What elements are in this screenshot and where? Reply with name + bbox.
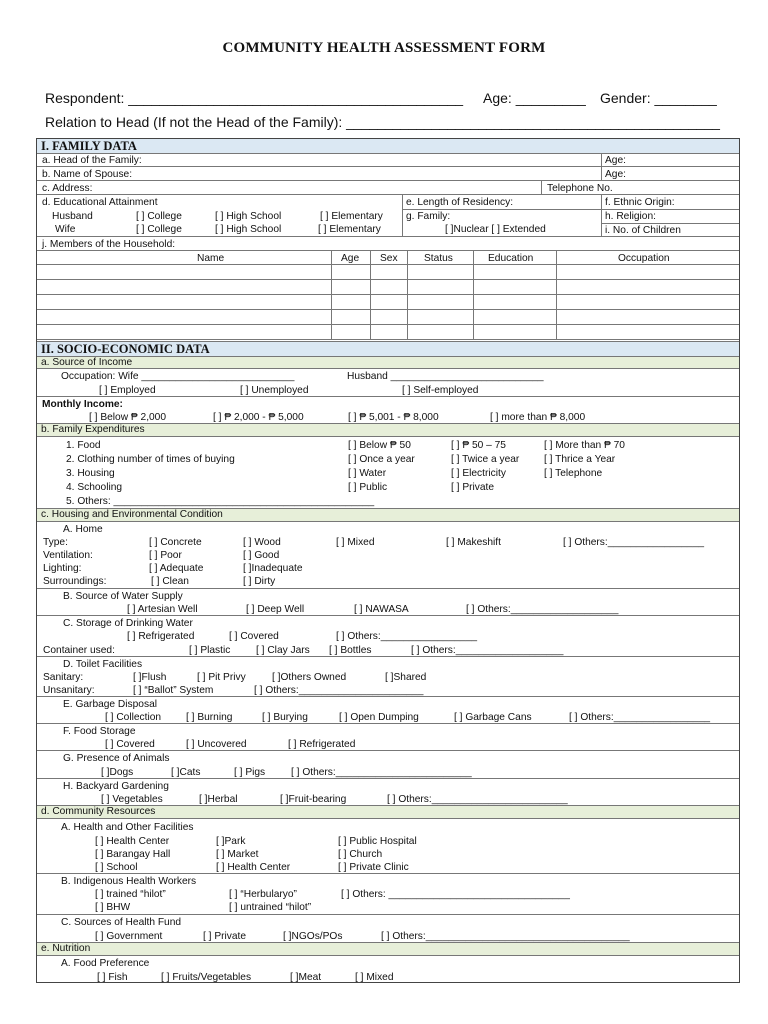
- form-title: COMMUNITY HEALTH ASSESSMENT FORM: [222, 40, 546, 56]
- monthly-income-block: [37, 397, 739, 424]
- type-label: Type:: [43, 537, 68, 548]
- pref-fish-checkbox[interactable]: [ ] Fish: [97, 972, 128, 983]
- income-5001-8000-checkbox[interactable]: [ ] ₱ 5,001 - ₱ 8,000: [348, 412, 439, 423]
- schooling-public-checkbox[interactable]: [ ] Public: [348, 482, 388, 493]
- expenditures-block: [37, 437, 739, 509]
- facility-market-checkbox[interactable]: [ ] Market: [216, 849, 259, 860]
- sanitary-shared-checkbox[interactable]: [ ]Shared: [385, 672, 427, 683]
- clothing-once-checkbox[interactable]: [ ] Once a year: [348, 454, 415, 465]
- facility-public-hospital-checkbox[interactable]: [ ] Public Hospital: [338, 836, 417, 847]
- table-row[interactable]: [37, 280, 739, 295]
- housing-water-checkbox[interactable]: [ ] Water: [348, 468, 387, 479]
- container-bottles-checkbox[interactable]: [ ] Bottles: [329, 645, 372, 656]
- education-label: d. Educational Attainment: [42, 197, 158, 208]
- religion-label[interactable]: h. Religion:: [605, 211, 656, 222]
- facilities-block: [37, 819, 739, 874]
- family-data-title: I. FAMILY DATA: [41, 139, 137, 153]
- divider: [601, 154, 602, 181]
- employed-checkbox[interactable]: [ ] Employed: [99, 385, 156, 396]
- lighting-adequate-checkbox[interactable]: [ ] Adequate: [149, 563, 204, 574]
- family-nuclear-extended-checkbox[interactable]: [ ]Nuclear [ ] Extended: [445, 224, 546, 235]
- container-others-field[interactable]: [ ] Others:___________________: [411, 645, 564, 656]
- garbage-burying-checkbox[interactable]: [ ] Burying: [262, 712, 308, 723]
- garbage-block: [37, 697, 739, 724]
- divider: [473, 251, 474, 340]
- home-block: [37, 522, 739, 589]
- head-row: [37, 154, 739, 167]
- facility-health-center-2-checkbox[interactable]: [ ] Health Center: [216, 862, 291, 873]
- water-artesian-checkbox[interactable]: [ ] Artesian Well: [127, 604, 198, 615]
- telephone-label[interactable]: Telephone No.: [547, 183, 613, 194]
- income-2000-5000-checkbox[interactable]: [ ] ₱ 2,000 - ₱ 5,000: [213, 412, 304, 423]
- relation-field[interactable]: Relation to Head (If not the Head of the Family): ________________________________________________: [45, 114, 720, 130]
- pref-meat-checkbox[interactable]: [ ]Meat: [290, 972, 322, 983]
- water-block: [37, 589, 739, 616]
- spouse-age-label[interactable]: Age:: [605, 169, 626, 180]
- table-row[interactable]: [37, 265, 739, 280]
- divider: [556, 251, 557, 340]
- food-below-50-checkbox[interactable]: [ ] Below ₱ 50: [348, 440, 411, 451]
- type-wood-checkbox[interactable]: [ ] Wood: [243, 537, 281, 548]
- unsanitary-others-field[interactable]: [ ] Others:______________________: [254, 685, 424, 696]
- food-covered-checkbox[interactable]: [ ] Covered: [105, 739, 155, 750]
- water-supply-label: B. Source of Water Supply: [63, 591, 183, 602]
- gender-field[interactable]: Gender: ________: [600, 90, 717, 106]
- container-label: Container used:: [43, 645, 115, 656]
- members-label: j. Members of the Household:: [42, 239, 176, 250]
- garden-vegetables-checkbox[interactable]: [ ] Vegetables: [101, 794, 163, 805]
- animals-label: G. Presence of Animals: [63, 753, 170, 764]
- water-others-field[interactable]: [ ] Others:___________________: [466, 604, 619, 615]
- type-concrete-checkbox[interactable]: [ ] Concrete: [149, 537, 202, 548]
- facility-health-center-checkbox[interactable]: [ ] Health Center: [95, 836, 170, 847]
- health-workers-label: B. Indigenous Health Workers: [61, 876, 197, 887]
- income-more-8000-checkbox[interactable]: [ ] more than ₱ 8,000: [490, 412, 586, 423]
- garbage-label: E. Garbage Disposal: [63, 699, 158, 710]
- unsanitary-label: Unsanitary:: [43, 685, 95, 696]
- occupation-husband-field[interactable]: Husband ___________________________: [347, 371, 544, 382]
- animals-block: [37, 751, 739, 779]
- worker-herbularyo-checkbox[interactable]: [ ] “Herbularyo”: [229, 889, 297, 900]
- food-refrigerated-checkbox[interactable]: [ ] Refrigerated: [288, 739, 356, 750]
- income-block: [37, 369, 739, 397]
- unsanitary-ballot-checkbox[interactable]: [ ] “Ballot” System: [133, 685, 214, 696]
- ethnic-label[interactable]: f. Ethnic Origin:: [605, 197, 675, 208]
- facility-park-checkbox[interactable]: [ ]Park: [216, 836, 246, 847]
- head-of-family-label[interactable]: a. Head of the Family:: [42, 155, 142, 166]
- clothing-label: 2. Clothing number of times of buying: [66, 454, 235, 465]
- spouse-label[interactable]: b. Name of Spouse:: [42, 169, 133, 180]
- address-row: [37, 181, 739, 195]
- facility-school-checkbox[interactable]: [ ] School: [95, 862, 138, 873]
- worker-others-field[interactable]: [ ] Others: ________________________________: [341, 889, 570, 900]
- worker-trained-hilot-checkbox[interactable]: [ ] trained “hilot”: [95, 889, 166, 900]
- col-occupation: Occupation: [618, 253, 670, 264]
- food-label: 1. Food: [66, 440, 101, 451]
- pref-fruits-vegetables-checkbox[interactable]: [ ] Fruits/Vegetables: [161, 972, 252, 983]
- children-label[interactable]: i. No. of Children: [605, 225, 681, 236]
- worker-bhw-checkbox[interactable]: [ ] BHW: [95, 902, 131, 913]
- husband-highschool-checkbox[interactable]: [ ] High School: [215, 211, 282, 222]
- garbage-dumping-checkbox[interactable]: [ ] Open Dumping: [339, 712, 419, 723]
- facilities-label: A. Health and Other Facilities: [61, 822, 194, 833]
- expenditures-title: b. Family Expenditures: [41, 424, 145, 435]
- sanitary-label: Sanitary:: [43, 672, 84, 683]
- husband-college-checkbox[interactable]: [ ] College: [136, 211, 182, 222]
- water-storage-label: C. Storage of Drinking Water: [63, 618, 193, 629]
- wife-elementary-checkbox[interactable]: [ ] Elementary: [318, 224, 381, 235]
- husband-elementary-checkbox[interactable]: [ ] Elementary: [320, 211, 383, 222]
- animals-dogs-checkbox[interactable]: [ ]Dogs: [101, 767, 134, 778]
- fund-private-checkbox[interactable]: [ ] Private: [203, 931, 247, 942]
- facility-barangay-hall-checkbox[interactable]: [ ] Barangay Hall: [95, 849, 171, 860]
- food-more-70-checkbox[interactable]: [ ] More than ₱ 70: [544, 440, 625, 451]
- divider: [370, 251, 371, 340]
- expenditures-subheader: [37, 424, 739, 437]
- fund-government-checkbox[interactable]: [ ] Government: [95, 931, 163, 942]
- wife-highschool-checkbox[interactable]: [ ] High School: [215, 224, 282, 235]
- water-nawasa-checkbox[interactable]: [ ] NAWASA: [354, 604, 409, 615]
- type-others-field[interactable]: [ ] Others:_________________: [563, 537, 705, 548]
- toilet-label: D. Toilet Facilities: [63, 659, 143, 670]
- home-label: A. Home: [63, 524, 103, 535]
- type-makeshift-checkbox[interactable]: [ ] Makeshift: [446, 537, 501, 548]
- table-row[interactable]: [37, 325, 739, 340]
- storage-block: [37, 616, 739, 657]
- nutrition-subheader: [37, 943, 739, 956]
- col-name: Name: [197, 253, 225, 264]
- storage-covered-checkbox[interactable]: [ ] Covered: [229, 631, 279, 642]
- garden-others-field[interactable]: [ ] Others:________________________: [387, 794, 568, 805]
- schooling-label: 4. Schooling: [66, 482, 123, 493]
- col-age: Age: [341, 253, 360, 264]
- gardening-label: H. Backyard Gardening: [63, 781, 169, 792]
- pref-mixed-checkbox[interactable]: [ ] Mixed: [355, 972, 394, 983]
- divider: [402, 195, 403, 237]
- animals-others-field[interactable]: [ ] Others:________________________: [291, 767, 472, 778]
- others-expenditure-field[interactable]: 5. Others: ______________________________________________: [66, 496, 375, 507]
- surroundings-dirty-checkbox[interactable]: [ ] Dirty: [243, 576, 276, 587]
- ventilation-label: Ventilation:: [43, 550, 93, 561]
- divider: [601, 195, 602, 237]
- surroundings-label: Surroundings:: [43, 576, 107, 587]
- unemployed-checkbox[interactable]: [ ] Unemployed: [240, 385, 309, 396]
- worker-untrained-hilot-checkbox[interactable]: [ ] untrained “hilot”: [229, 902, 312, 913]
- facility-private-clinic-checkbox[interactable]: [ ] Private Clinic: [338, 862, 409, 873]
- food-uncovered-checkbox[interactable]: [ ] Uncovered: [186, 739, 247, 750]
- sanitary-flush-checkbox[interactable]: [ ]Flush: [133, 672, 167, 683]
- income-subheader: [37, 357, 739, 369]
- lighting-label: Lighting:: [43, 563, 82, 574]
- housing-label: 3. Housing: [66, 468, 115, 479]
- age-field[interactable]: Age: _________: [483, 90, 586, 106]
- lighting-inadequate-checkbox[interactable]: [ ]Inadequate: [243, 563, 303, 574]
- fund-ngos-checkbox[interactable]: [ ]NGOs/POs: [283, 931, 343, 942]
- type-mixed-checkbox[interactable]: [ ] Mixed: [336, 537, 375, 548]
- facility-church-checkbox[interactable]: [ ] Church: [338, 849, 383, 860]
- nutrition-title: e. Nutrition: [41, 943, 91, 954]
- surroundings-clean-checkbox[interactable]: [ ] Clean: [151, 576, 189, 587]
- divider: [331, 251, 332, 340]
- food-storage-label: F. Food Storage: [63, 726, 136, 737]
- husband-label: Husband: [52, 211, 93, 222]
- clothing-twice-checkbox[interactable]: [ ] Twice a year: [451, 454, 520, 465]
- income-below-2000-checkbox[interactable]: [ ] Below ₱ 2,000: [89, 412, 167, 423]
- family-type-label: g. Family:: [406, 211, 451, 222]
- housing-telephone-checkbox[interactable]: [ ] Telephone: [544, 468, 603, 479]
- garbage-burning-checkbox[interactable]: [ ] Burning: [186, 712, 233, 723]
- respondent-field[interactable]: Respondent: ___________________________________________: [45, 90, 464, 106]
- garden-fruit-checkbox[interactable]: [ ]Fruit-bearing: [280, 794, 347, 805]
- garbage-others-field[interactable]: [ ] Others:_________________: [569, 712, 711, 723]
- garbage-cans-checkbox[interactable]: [ ] Garbage Cans: [454, 712, 532, 723]
- housing-electricity-checkbox[interactable]: [ ] Electricity: [451, 468, 506, 479]
- housing-env-subheader: [37, 509, 739, 522]
- storage-others-field[interactable]: [ ] Others:_________________: [336, 631, 478, 642]
- income-title: a. Source of Income: [41, 357, 133, 368]
- garbage-collection-checkbox[interactable]: [ ] Collection: [105, 712, 162, 723]
- col-education: Education: [488, 253, 534, 264]
- residency-label[interactable]: e. Length of Residency:: [406, 197, 514, 208]
- community-title: d. Community Resources: [41, 806, 156, 817]
- socio-header: [37, 342, 739, 357]
- storage-refrigerated-checkbox[interactable]: [ ] Refrigerated: [127, 631, 195, 642]
- container-plastic-checkbox[interactable]: [ ] Plastic: [189, 645, 231, 656]
- monthly-income-label: Monthly Income:: [42, 399, 123, 410]
- spouse-row: [37, 167, 739, 181]
- col-sex: Sex: [380, 253, 398, 264]
- schooling-private-checkbox[interactable]: [ ] Private: [451, 482, 495, 493]
- health-fund-label: C. Sources of Health Fund: [61, 917, 182, 928]
- wife-college-checkbox[interactable]: [ ] College: [136, 224, 182, 235]
- col-status: Status: [424, 253, 453, 264]
- ventilation-good-checkbox[interactable]: [ ] Good: [243, 550, 280, 561]
- divider: [541, 181, 542, 195]
- address-label[interactable]: c. Address:: [42, 183, 93, 194]
- clothing-thrice-checkbox[interactable]: [ ] Thrice a Year: [544, 454, 616, 465]
- self-employed-checkbox[interactable]: [ ] Self-employed: [402, 385, 479, 396]
- toilet-block: [37, 657, 739, 697]
- sanitary-others-owned-checkbox[interactable]: [ ]Others Owned: [272, 672, 347, 683]
- table-row[interactable]: [37, 295, 739, 310]
- sanitary-pitprivy-checkbox[interactable]: [ ] Pit Privy: [197, 672, 246, 683]
- fund-others-field[interactable]: [ ] Others:____________________________________: [381, 931, 630, 942]
- water-deepwell-checkbox[interactable]: [ ] Deep Well: [246, 604, 305, 615]
- food-storage-block: [37, 724, 739, 751]
- health-workers-block: [37, 874, 739, 915]
- table-row[interactable]: [37, 310, 739, 325]
- food-preference-label: A. Food Preference: [61, 958, 150, 969]
- occupation-wife-field[interactable]: Occupation: Wife ___________________________: [61, 371, 295, 382]
- assessment-form: [36, 138, 740, 983]
- family-data-header: [37, 139, 739, 154]
- animals-cats-checkbox[interactable]: [ ]Cats: [171, 767, 201, 778]
- housing-env-title: c. Housing and Environmental Condition: [41, 509, 223, 520]
- food-50-75-checkbox[interactable]: [ ] ₱ 50 – 75: [451, 440, 506, 451]
- garden-herbal-checkbox[interactable]: [ ]Herbal: [199, 794, 238, 805]
- wife-label: Wife: [55, 224, 76, 235]
- head-age-label[interactable]: Age:: [605, 155, 626, 166]
- health-fund-block: [37, 915, 739, 943]
- community-subheader: [37, 806, 739, 819]
- animals-pigs-checkbox[interactable]: [ ] Pigs: [234, 767, 266, 778]
- socio-title: II. SOCIO-ECONOMIC DATA: [41, 342, 210, 356]
- divider: [407, 251, 408, 340]
- container-clayjars-checkbox[interactable]: [ ] Clay Jars: [256, 645, 310, 656]
- ventilation-poor-checkbox[interactable]: [ ] Poor: [149, 550, 182, 561]
- gardening-block: [37, 779, 739, 806]
